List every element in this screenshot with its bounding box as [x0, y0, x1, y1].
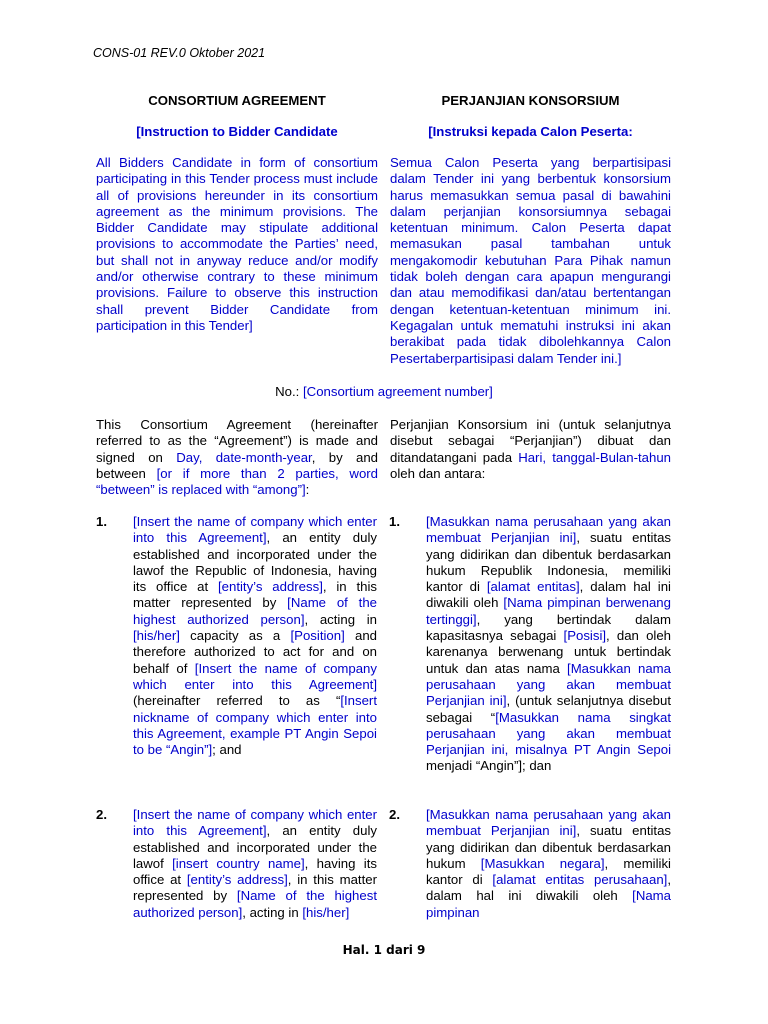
agreement-number-line: [0, 384, 768, 399]
item-1-right-segment: [Posisi]: [563, 628, 607, 644]
item-1-left-segment: [Position]: [290, 628, 345, 644]
subtitle-left: [Instruction to Bidder Candidate: [136, 124, 338, 139]
instruction-left: All Bidders Candidate in form of consortium participating in this Tender process must include all of provisions hereunder in its consortium agreement as the minimum provisions. The Bidder Candidate may stipulate additional provisions to accommodate the Parties’ need, but shall not in anyway reduce and/or modify and/or otherwise contrary to these minimum provisions. Failure to observe this instruction shall prevent Bidder Candidate from participation in this Tender]: [96, 155, 378, 333]
intro-right-text-1: Perjanjian Konsorsium ini (untuk selanjutnya disebut sebagai “Perjanjian”) dibuat dan ditandatangani pada: [390, 417, 671, 465]
item-1-right-segment: , (untuk selanjutnya disebut sebagai “: [426, 693, 671, 725]
intro-left-text-1: This Consortium Agreement (hereinafter referred to as the “Agreement”) is made and signed on: [96, 417, 378, 465]
agreement-number-label: No.:: [275, 384, 300, 399]
item-2-left-segment: [entity’s address]: [186, 872, 288, 888]
intro-right: [390, 417, 671, 482]
item-1-left-segment: [Name of the highest authorized person]: [133, 595, 377, 627]
item-1-left-segment: [Insert nickname of company which enter into this Agreement, example PT Angin Sepoi to be “Angin”]: [133, 693, 377, 758]
item-1-right-segment: [Masukkan nama perusahaan yang akan membuat Perjanjian ini]: [426, 660, 671, 709]
item-2-right-segment: , dalam hal ini diwakili oleh: [426, 872, 671, 904]
title-left: CONSORTIUM AGREEMENT: [148, 93, 326, 108]
item-2-left-segment: [Name of the highest authorized person]: [133, 888, 377, 920]
item-1-left-segment: capacity as a: [179, 628, 291, 644]
item-1-right-segment: [Masukkan nama singkat perusahaan yang akan membuat Perjanjian ini, misalnya PT Angin Sepoi: [426, 709, 671, 758]
item-2-right-segment: [Masukkan negara]: [480, 855, 605, 871]
item-1-right-segment: [Masukkan nama perusahaan yang akan membuat Perjanjian ini]: [426, 514, 671, 546]
document-id: CONS-01 REV.0 Oktober 2021: [93, 46, 266, 60]
item-1-left-segment: [Insert the name of company which enter into this Agreement]: [133, 514, 377, 546]
item-1-number-right: 1.: [389, 514, 400, 529]
item-1-left-text: [133, 514, 377, 758]
item-1-left-segment: and therefore authorized to act for and on behalf of: [133, 628, 378, 676]
item-1-right-segment: [alamat entitas]: [486, 579, 580, 595]
intro-left-text-3: :: [305, 482, 310, 498]
item-2-left-segment: , in this matter represented by: [133, 872, 377, 904]
item-1-left-segment: [his/her]: [133, 628, 180, 644]
item-2-right-segment: , memiliki kantor di: [426, 855, 671, 888]
intro-left-date: Day, date-month-year: [176, 449, 312, 465]
intro-right-text-2: oleh dan antara:: [390, 465, 486, 481]
item-1-right-segment: menjadi “Angin”]; dan: [426, 758, 552, 774]
item-1-right-segment: , dan oleh karenanya berwenang untuk bertindak untuk dan atas nama: [426, 628, 671, 676]
agreement-number-value: [Consortium agreement number]: [303, 384, 493, 399]
item-2-number-left: 2.: [96, 807, 107, 822]
page-number: Hal. 1 dari 9: [342, 943, 426, 957]
item-2-right-text: [426, 807, 671, 921]
item-2-left-segment: [his/her]: [302, 904, 350, 920]
item-1-right-segment: , dalam hal ini diwakili oleh: [426, 579, 671, 611]
item-1-right-segment: , yang bertindak dalam kapasitasnya sebagai: [426, 611, 671, 644]
intro-right-date: Hari, tanggal-Bulan-tahun: [518, 449, 671, 465]
subtitle-right: [Instruksi kepada Calon Peserta:: [428, 124, 633, 139]
item-1-left-segment: , acting in: [304, 611, 377, 627]
item-1-left-segment: ; and: [212, 742, 242, 758]
item-2-right-segment: [Nama pimpinan: [426, 888, 671, 920]
item-2-left-text: [133, 807, 377, 921]
item-2-left-segment: [Insert the name of company which enter into this Agreement]: [133, 807, 377, 839]
title-right: PERJANJIAN KONSORSIUM: [441, 93, 620, 108]
item-1-left-segment: , an entity duly established and incorporated under the lawof the Republic of Indonesia, having its office at: [133, 530, 377, 595]
item-2-right-segment: [alamat entitas perusahaan]: [492, 872, 668, 888]
item-1-left-segment: , in this matter represented by: [133, 579, 377, 611]
item-1-right-segment: , suatu entitas yang didirikan dan dibentuk berdasarkan hukum Republik Indonesia, memiliki kantor di: [426, 530, 672, 595]
item-2-left-segment: , an entity duly established and incorporated under the lawof: [133, 823, 377, 871]
item-2-number-right: 2.: [389, 807, 400, 822]
item-1-left-segment: [Insert the name of company which enter into this Agreement]: [133, 660, 377, 692]
item-1-left-segment: [entity’s address]: [217, 579, 323, 595]
intro-left-text-2: , by and between: [96, 449, 379, 481]
item-1-number-left: 1.: [96, 514, 107, 529]
item-2-left-segment: [insert country name]: [172, 855, 305, 871]
item-2-left-segment: , having its office at: [133, 855, 377, 888]
intro-left: [96, 417, 378, 498]
item-1-right-segment: [Nama pimpinan berwenang tertinggi]: [426, 595, 671, 627]
item-1-right-text: [426, 514, 671, 775]
instruction-right: Semua Calon Peserta yang berpartisipasi dalam Tender ini yang berbentuk konsorsium harus memasukkan semua pasal di bawahini dalam perjanjian konsorsiumnya sebagai ketentuan minimum. Calon Peserta dapat memasukan pasal tambahan untuk mengakomodir kebutuhan Para Pihak namun tidak boleh dengan cara apapun mengurangi dan atau memodifikasi dan/atau bertentangan dengan ketentuan-ketentuan minimum ini. Kegagalan untuk mematuhi instruksi ini akan berakibat pada tidak dibolehkannya Calon Pesertaberpartisipasi dalam Tender ini.]: [390, 155, 671, 366]
item-2-left-segment: , acting in: [242, 904, 303, 920]
item-1-left-segment: (hereinafter referred to as “: [133, 693, 341, 709]
intro-left-note: [or if more than 2 parties, word “between” is replaced with “among”]: [96, 465, 379, 498]
item-2-right-segment: , suatu entitas yang didirikan dan dibentuk berdasarkan hukum: [426, 823, 672, 871]
item-2-right-segment: [Masukkan nama perusahaan yang akan membuat Perjanjian ini]: [426, 807, 671, 839]
